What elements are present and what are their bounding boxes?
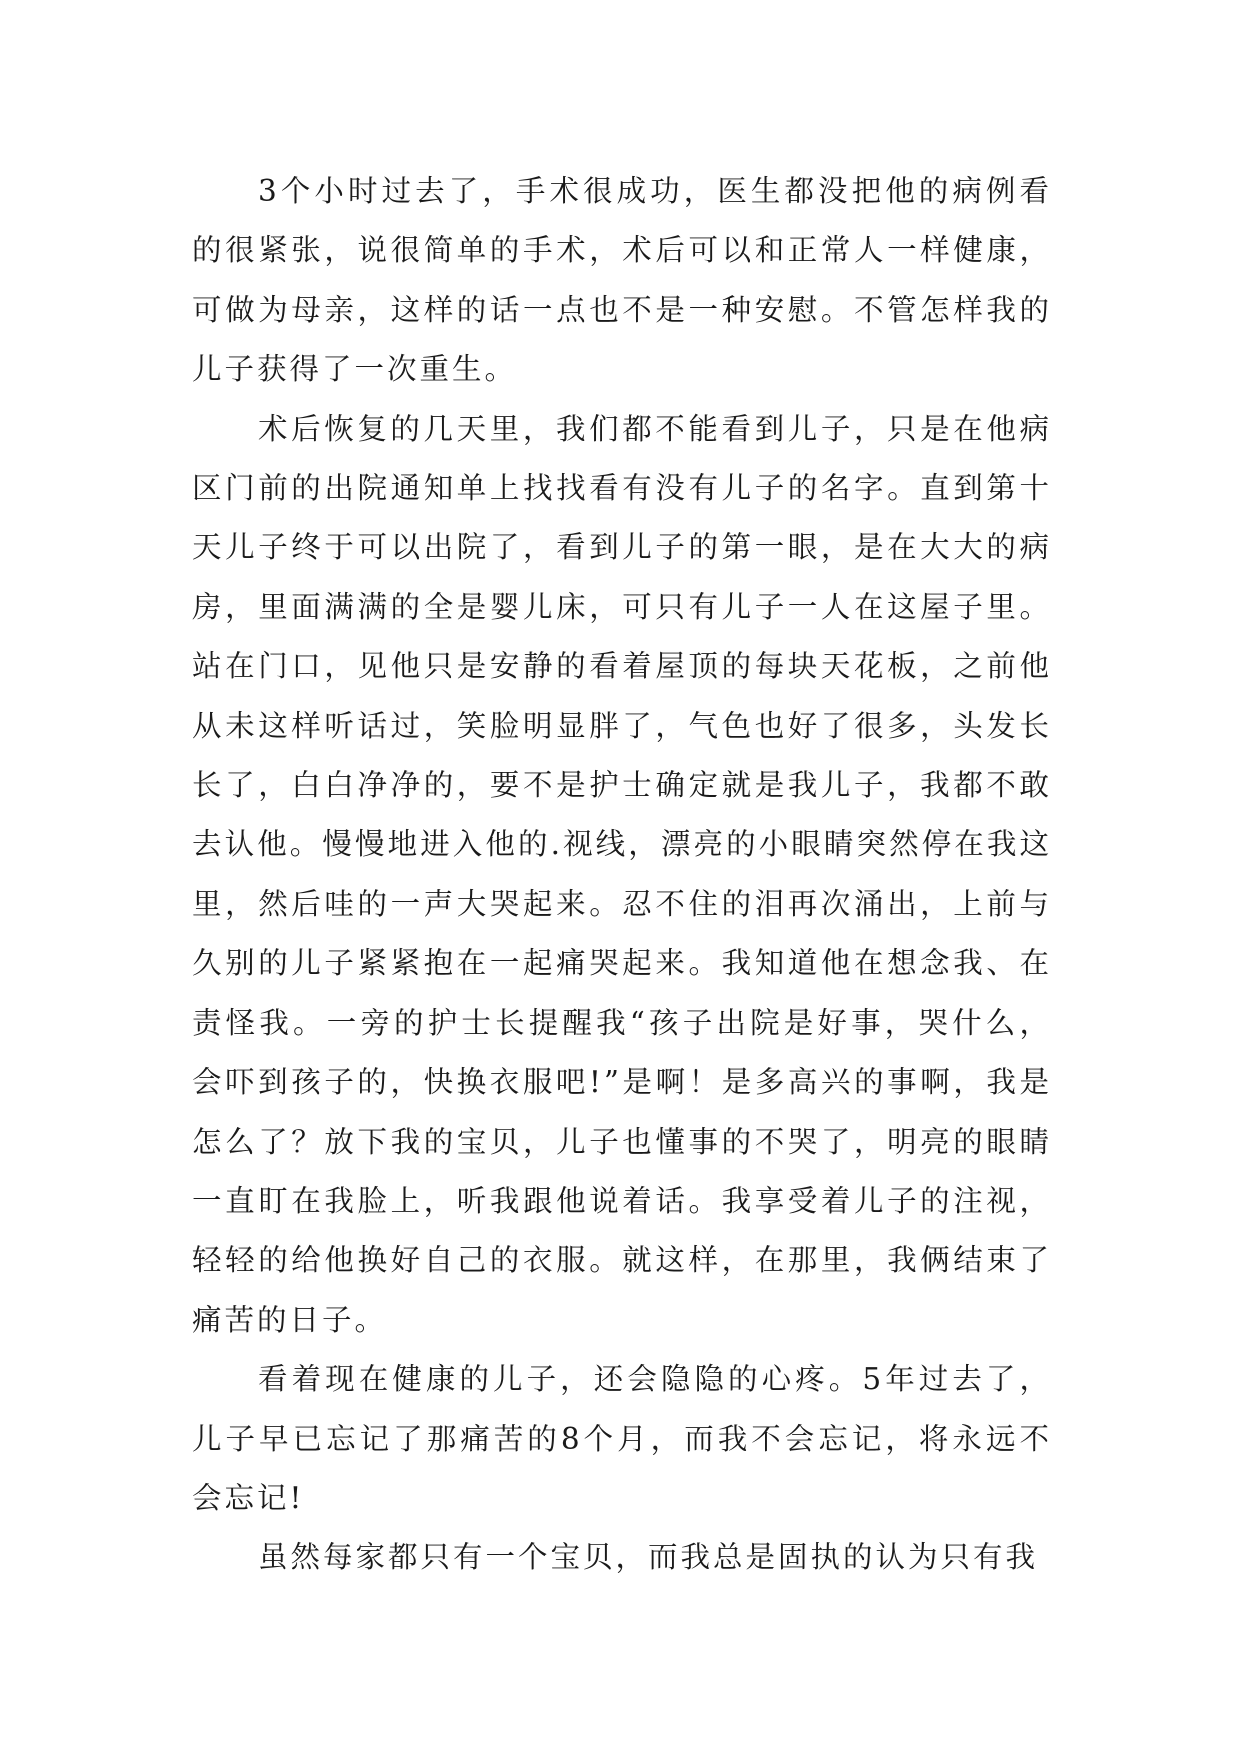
- paragraph-only-treasure: 虽然每家都只有一个宝贝，而我总是固执的认为只有我: [258, 1540, 1039, 1575]
- paragraph-recovery-discharge: 术后恢复的几天里，我们都不能看到儿子，只是在他病区门前的出院通知单上找找看有没有儿子的名字。直到第十天儿子终于可以出院了，看到儿子的第一眼，是在大大的病房，里面满满的全是婴儿床，可只有儿子一人在这屋子里。站在门口，见他只是安静的看着屋顶的每块天花板，之前他从未这样听话过，笑脸明显胖了，气色也好了很多，头发长长了，白白净净的，要不是护士确定就是我儿子，我都不敢去认他。慢慢地进入他的.视线，漂亮的小眼睛突然停在我这里，然后哇的一声大哭起来。忍不住的泪再次涌出，上前与久别的儿子紧紧抱在一起痛哭起来。我知道他在想念我、在责怪我。一旁的护士长提醒我“孩子出院是好事，哭什么，会吓到孩子的，快换衣服吧!”是啊！是多高兴的事啊，我是怎么了？放下我的宝贝，儿子也懂事的不哭了，明亮的眼睛一直盯在我脸上，听我跟他说着话。我享受着儿子的注视，轻轻的给他换好自己的衣服。就这样，在那里，我俩结束了痛苦的日子。: [192, 411, 1052, 1337]
- paragraph-five-years-later: 看着现在健康的儿子，还会隐隐的心疼。5年过去了，儿子早已忘记了那痛苦的8个月，而我不会忘记，将永远不会忘记!: [192, 1362, 1052, 1515]
- paragraph-surgery-success: 3个小时过去了，手术很成功，医生都没把他的病例看的很紧张，说很简单的手术，术后可以和正常人一样健康，可做为母亲，这样的话一点也不是一种安慰。不管怎样我的儿子获得了一次重生。: [192, 174, 1052, 387]
- body-text: [192, 162, 1052, 1588]
